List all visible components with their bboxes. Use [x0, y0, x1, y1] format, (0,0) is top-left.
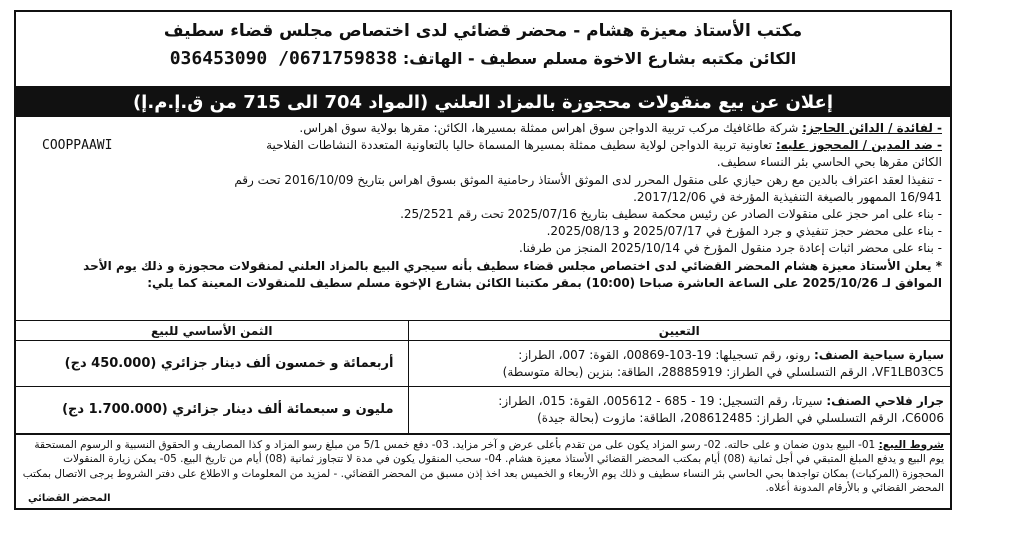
basis-1b: 16/941 الممهور بالصيغة التنفيذية المؤرخة في 2017/12/06.: [633, 189, 942, 204]
table-row: [16, 341, 950, 387]
office-address: [16, 44, 950, 74]
creditor-label: - لفائدة / الدائن الحاجز:: [802, 121, 942, 135]
auction-notice: [14, 10, 952, 510]
item-type-label: جرار فلاحي الصنف:: [826, 393, 944, 408]
announce-2: الموافق لـ 2025/10/26 على الساعة العاشرة صباحا (10:00) بمقر مكتبنا الكائن بشارع الإخوة مسلم سطيف للمنقولات المعينة كما يلي:: [147, 275, 942, 290]
item-description: [408, 387, 950, 433]
basis-1: - تنفيذا لعقد اعتراف بالدين مع رهن حيازي على منقول المحرر لدى الموثق الأستاذ رحامنية الموثق بسوق اهراس بتاريخ 2016/10/09 تحت رقم: [234, 172, 942, 187]
basis-4: - بناء على محضر اثبات إعادة جرد منقول المؤرخ في 2025/10/14 المنجز من طرفنا.: [518, 241, 942, 256]
office-title: مكتب الأستاذ معيزة هشام - محضر قضائي لدى اختصاص مجلس قضاء سطيف: [163, 21, 803, 41]
debtor-latin-name: COOPPAAWI: [42, 138, 113, 154]
table-row: [16, 387, 950, 433]
item-price: أربعمائة و خمسون ألف دينار جزائري (450.000 دج): [16, 341, 408, 387]
announce-1: * يعلن الأستاذ معيزة هشام المحضر القضائي لدى اختصاص مجلس قضاء سطيف بأنه سيجري البيع بالمزاد العلني لمنقولات محجوزة و ذلك يوم الأحد: [83, 258, 942, 273]
creditor-line: [24, 120, 942, 137]
item-price: مليون و سبعمائة ألف دينار جزائري (1.700.000 دج): [16, 387, 408, 433]
phone-numbers: 0671759838/ 036453090: [169, 48, 398, 69]
conditions-title: شروط البيع:: [878, 438, 944, 451]
header-price: الثمن الأساسي للبيع: [16, 321, 408, 341]
debtor-label: - ضد المدين / المحجوز عليه:: [775, 138, 942, 153]
item-line-2: VF1LB03C5، الرقم التسلسلي في الطراز: 28885919، الطاقة: بنزين (بحالة متوسطة): [502, 364, 944, 379]
table-header-row: [16, 321, 950, 341]
debtor-line: [24, 137, 942, 154]
debtor-text: تعاونية تربية الدواجن لولاية سطيف ممثلة بمسيرها المسماة حاليا بالتعاونية المتعددة النشاطات الفلاحية: [266, 138, 776, 153]
item-description: [408, 341, 950, 387]
item-line-1: سيرتا، رقم التسجيل: 19 - 685 - 005612، القوة: 015، الطراز:: [498, 393, 827, 408]
sale-conditions: [16, 433, 950, 511]
header-description: التعيين: [408, 321, 950, 341]
basis-2: - بناء على امر حجز على منقولات الصادر عن رئيس محكمة سطيف بتاريخ 2025/07/16 تحت رقم 25/2521.: [400, 207, 942, 222]
item-line-1: رونو، رقم تسجيلها: 19-103-00869، القوة: 007، الطراز:: [518, 347, 814, 362]
debtor-address: الكائن مقرها بحي الحاسي بئر النساء سطيف.: [716, 155, 942, 170]
item-type-label: سيارة سياحية الصنف:: [813, 347, 944, 362]
notice-body: [16, 117, 950, 320]
conditions-text: 01- البيع بدون ضمان و على حالته. 02- رسو المزاد يكون على من تقدم بأعلى عرض و آخر مزايد. 03- دفع خمس 5/1 من مبلغ رسو المزاد و كذا المصاريف و الحقوق النسبية و الرسوم المستحقة يوم البيع و يدفع المبلغ المتبقي في أجل ثمانية (08) أيام بمكتب المحضر القضائي الأستاذ معيزة هشام. 04- سحب المنقول يكون في مدة لا تتجاوز ثمانية (08) أيام من تاريخ البيع. 05- يمكن زيارة المنقولات المحجوزة (المركبات) بمكان تواجدها بحي الحاسي بئر النساء سطيف و ذلك يوم الأربعاء و الخميس بعد اخذ إذن مسبق من المحضر القضائي. - لمزيد من المعلومات و الاطلاع على دفتر الشروط يرجى الاتصال بمكتب المحضر القضائي و بالأرقام المدونة أعلاه.: [22, 438, 944, 494]
basis-3: - بناء على محضر حجز تنفيذي و جرد المؤرخ في 2025/07/17 و 2025/08/13.: [546, 224, 942, 239]
office-header: [16, 12, 950, 88]
announcement-banner: إعلان عن بيع منقولات محجوزة بالمزاد العلني (المواد 704 الى 715 من ق.إ.م.إ): [16, 88, 950, 117]
item-line-2: C6006، الرقم التسلسلي في الطراز: 208612485، الطاقة: مازوت (بحالة جيدة): [537, 410, 944, 425]
creditor-text: شركة طاغافيك مركب تربية الدواجن سوق اهراس ممثلة بمسيرها، الكائن: مقرها بولاية سوق اهراس.: [299, 121, 803, 135]
items-table: [16, 320, 950, 433]
signature: المحضر القضائي: [28, 493, 111, 504]
address-text: الكائن مكتبه بشارع الاخوة مسلم سطيف - الهاتف:: [402, 49, 797, 68]
